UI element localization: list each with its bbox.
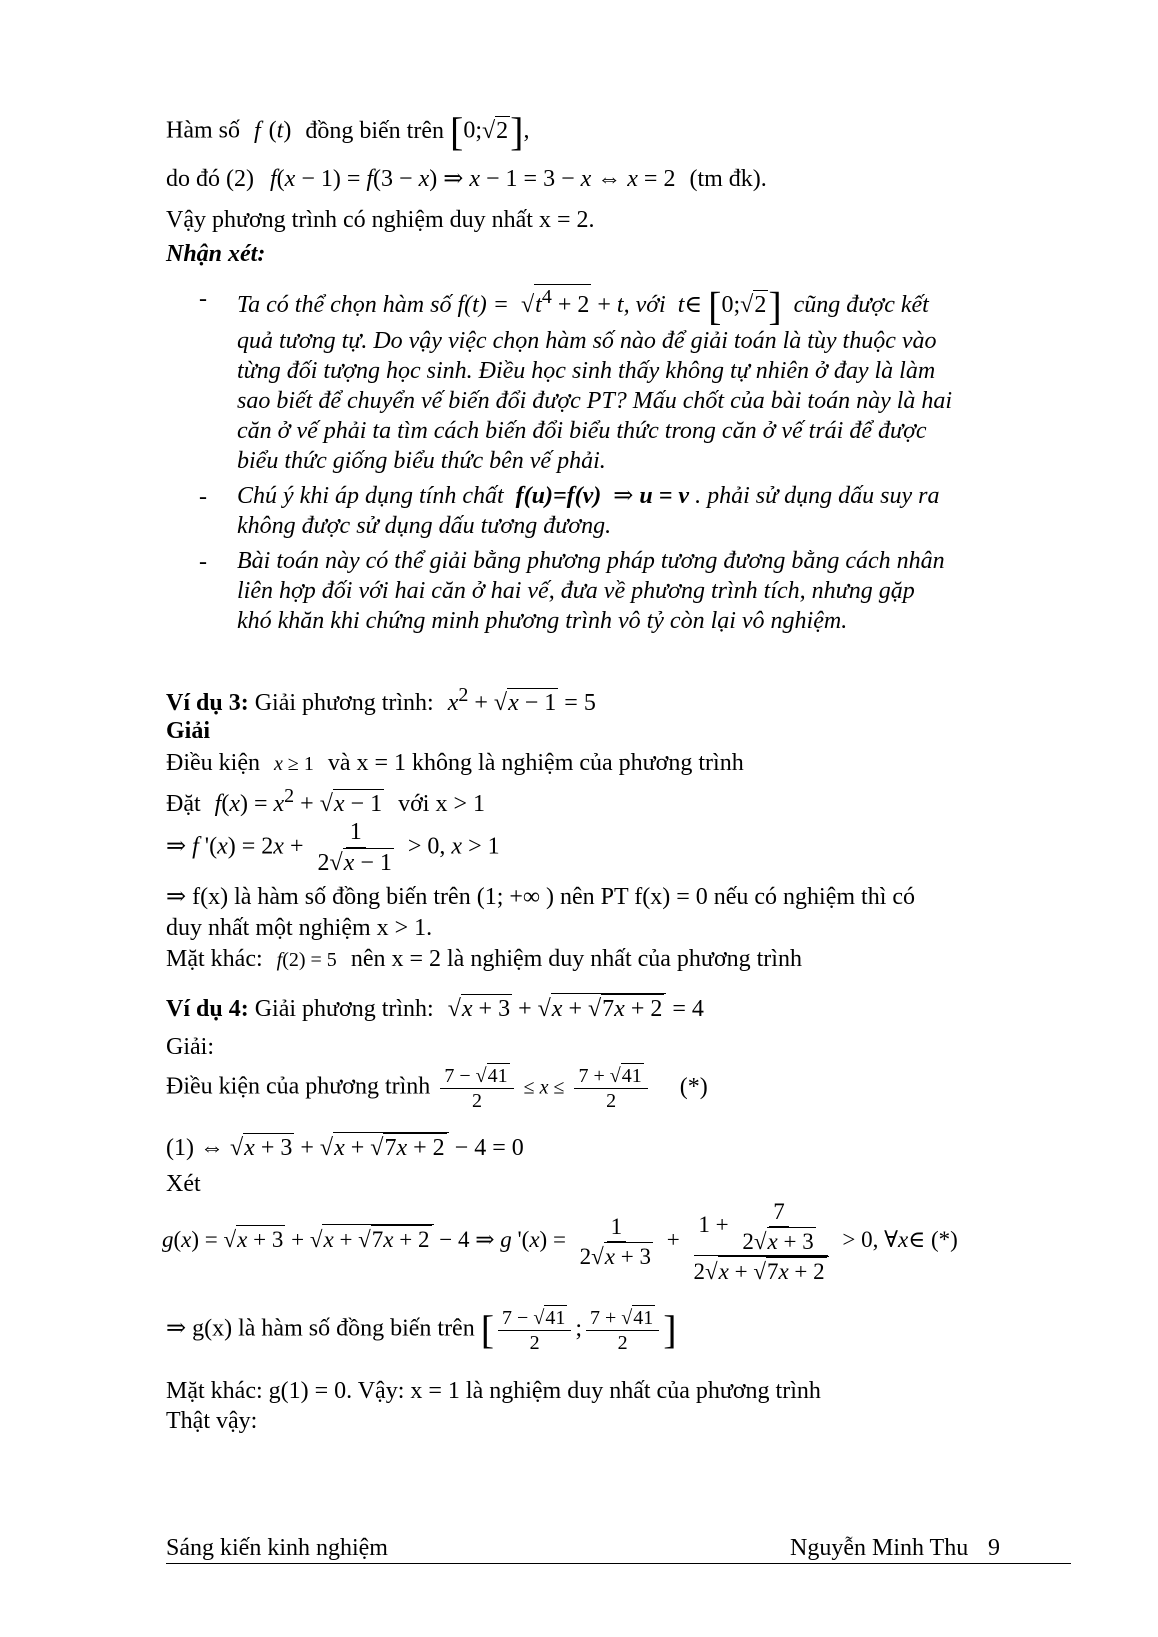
nhan-xet-heading: Nhận xét: <box>166 241 266 267</box>
note-2-line-1: Chú ý khi áp dụng tính chất f(u)=f(v) ⇒ u = v . phải sử dụng dấu suy ra <box>237 483 940 509</box>
vd4-mat-khac: Mặt khác: g(1) = 0. Vậy: x = 1 là nghiệm duy nhất của phương trình <box>166 1378 821 1404</box>
vd4-eq1: (1) ⇔ √x + 3 + √x + √7x + 2 − 4 = 0 <box>166 1132 524 1163</box>
vd3-title: Ví dụ 3: Giải phương trình: $x^2 + √x - 1 = 5$ <box>166 684 596 716</box>
footer-author: Nguyễn Minh Thu <box>790 1535 969 1561</box>
note-3-line-1: Bài toán này có thể giải bằng phương pháp tương đương bằng cách nhân <box>237 548 945 574</box>
vd3-result-1: ⇒ f(x) là hàm số đồng biến trên (1; +∞ ) nên PT f(x) = 0 nếu có nghiệm thì có <box>166 884 916 910</box>
vd4-result: ⇒ g(x) là hàm số đồng biến trên [ $\frac{7 - √41}{2}$ ; $\frac{7 + √41}{2}$ ] <box>166 1307 677 1354</box>
vd4-giai: Giải: <box>166 1034 214 1060</box>
vd4-g-derivative: g(x) = √x + 3 + √x + √7x + 2 − 4 ⇒ g '(x) = $\frac{1}{2√x + 3}$ + 1 + $\frac{7}{2√x + 3}$ 2√x + √7x + 2 > 0, ∀x∈ (*) <box>162 1199 958 1285</box>
bullet-1: - <box>199 286 207 312</box>
vd4-that-vay: Thật vậy: <box>166 1408 258 1434</box>
page-number: 9 <box>988 1535 1000 1561</box>
note-3-line-3: khó khăn khi chứng minh phương trình vô tỷ còn lại vô nghiệm. <box>237 608 848 634</box>
vd4-title: Ví dụ 4: Giải phương trình: √x + 3 + √x + √7x + 2 = 4 <box>166 993 704 1024</box>
line-2: do đó (2) f(x − 1) = f(3 − x) ⇒ x − 1 = 3 − x ⇔ x = 2 (tm đk). <box>166 166 767 192</box>
vd3-derivative: ⇒ f '(x) = 2x + $\frac{1}{2√x - 1}$ > 0, x > 1 <box>166 819 500 876</box>
note-1-line-4: sao biết để chuyển vế biến đổi được PT? Mấu chốt của bài toán này là hai <box>237 388 953 414</box>
note-1-line-3: từng đối tượng học sinh. Điều học sinh thấy không tự nhiên ở đay là làm <box>237 358 936 384</box>
footer-title: Sáng kiến kinh nghiệm <box>166 1535 388 1561</box>
bullet-2: - <box>199 484 207 510</box>
vd3-dk: Điều kiện x ≥ 1 và x = 1 không là nghiệm của phương trình <box>166 750 744 776</box>
page-footer <box>166 1535 1071 1564</box>
bullet-3: - <box>199 549 207 575</box>
vd4-xet: Xét <box>166 1171 201 1197</box>
vd3-result-2: duy nhất một nghiệm x > 1. <box>166 915 433 941</box>
line-3: Vậy phương trình có nghiệm duy nhất x = 2. <box>166 207 595 233</box>
note-1-line-6: biểu thức giống biểu thức bên vế phải. <box>237 448 606 474</box>
vd3-dat: Đặt $f(x) = x^2 + √x - 1$ với x > 1 <box>166 785 485 817</box>
vd3-mat-khac: Mặt khác: f(2) = 5 nên x = 2 là nghiệm duy nhất của phương trình <box>166 946 802 972</box>
line-1: Hàm số f (t) đồng biến trên [0;√2], <box>166 109 530 154</box>
note-3-line-2: liên hợp đối với hai căn ở hai vế, đưa về phương trình tích, nhưng gặp <box>237 578 915 604</box>
note-1-line-5: căn ở vế phải ta tìm cách biến đổi biểu thức trong căn ở vế trái để được <box>237 418 927 444</box>
note-1-line-2: quả tương tự. Do vậy việc chọn hàm số nào để giải toán là tùy thuộc vào <box>237 328 937 354</box>
vd3-giai: Giải <box>166 718 211 744</box>
note-2-line-2: không được sử dụng dấu tương đương. <box>237 513 612 539</box>
vd4-dk: Điều kiện của phương trình $\frac{7 - √41}{2}$ ≤ x ≤ $\frac{7 + √41}{2}$ (*) <box>166 1065 708 1112</box>
note-1-line-1: Ta có thể chọn hàm số $f(t) = √t^4 + 2 + t$, với t∈ [0;√2] cũng được kết <box>237 283 929 329</box>
